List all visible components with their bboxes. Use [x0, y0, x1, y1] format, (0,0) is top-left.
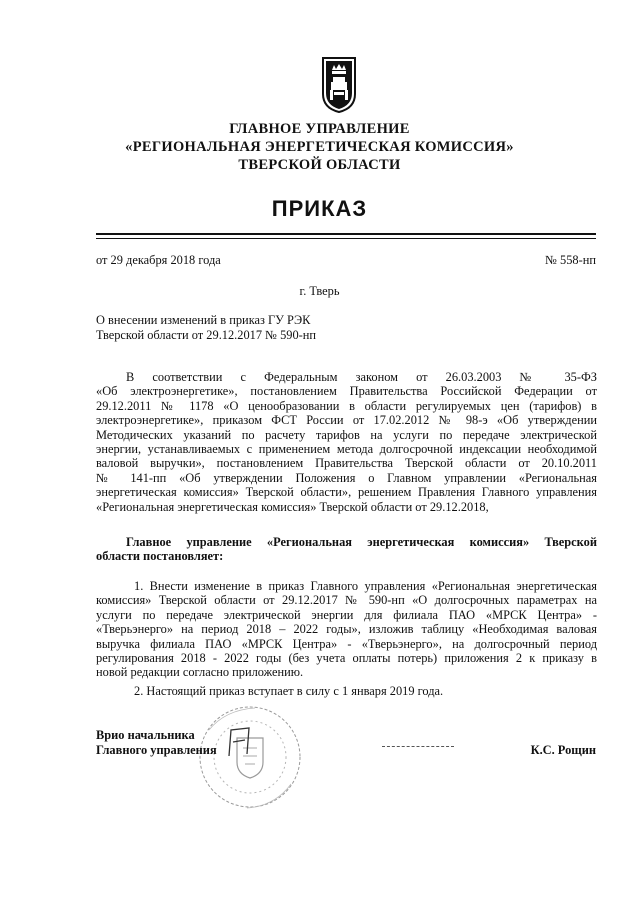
header-divider-thin [96, 238, 596, 239]
preamble-line: 29.12.2011 № 1178 «О ценообразовании в области регулируемых цен (тарифов) в [96, 398, 597, 413]
order-city: г. Тверь [299, 284, 340, 298]
item-2: 2. Настоящий приказ вступает в силу с 1 января 2019 года. [134, 684, 444, 698]
handwritten-signature-icon [225, 724, 255, 760]
item-1-line: новой редакции согласно приложению. [96, 665, 304, 680]
item-1-paragraph [96, 579, 597, 680]
preamble-line: «Региональная энергетическая комиссия» Тверской области от 29.12.2018, [96, 499, 489, 514]
signatory-position-line-2: Главного управления [96, 743, 217, 757]
order-number: № 558-нп [545, 253, 596, 267]
preamble-line: В соответствии с Федеральным законом от 26.03.2003 № 35-ФЗ [126, 370, 597, 384]
signature-line [382, 746, 454, 748]
item-1-line: комиссия» Тверской области от 29.12.2017 № 590-нп «О долгосрочных параметрах на [96, 593, 597, 608]
preamble-line: валовой выручки», постановлением Правительства Тверской области от 20.10.2011 [96, 456, 597, 471]
org-name-line-1: ГЛАВНОЕ УПРАВЛЕНИЕ [229, 121, 410, 137]
org-name-line-2: «РЕГИОНАЛЬНАЯ ЭНЕРГЕТИЧЕСКАЯ КОМИССИЯ» [125, 139, 514, 155]
signatory-name: К.С. Рощин [530, 743, 596, 757]
preamble-line: энергетическая комиссия» Тверской области», решением Правления Главного управления [96, 485, 597, 500]
item-1-line: 1. Внести изменение в приказ Главного управления «Региональная энергетическая [134, 579, 597, 593]
document-type-title: ПРИКАЗ [271, 196, 368, 221]
preamble-paragraph [96, 370, 597, 514]
resolve-line-1: Главное управление «Региональная энергетическая комиссия» Тверской [126, 535, 597, 549]
item-1-line: выручка филиала ПАО «МРСК Центра» - «Тверьэнерго», на долгосрочный период [96, 636, 597, 651]
resolve-line-2: области постановляет: [96, 549, 224, 564]
item-1-line: «Тверьэнерго» на период 2018 – 2022 годы», изложив таблицу «Необходимая валовая [96, 622, 597, 637]
preamble-line: электроэнергетике», приказом ФСТ России от 17.02.2012 № 98-э «Об утверждении [96, 413, 597, 428]
preamble-line: «Об электроэнергетике», постановлением Правительства Российской Федерации от [96, 384, 597, 399]
subject-line-1: О внесении изменений в приказ ГУ РЭК [96, 313, 311, 327]
signatory-position-line-1: Врио начальника [96, 728, 195, 742]
item-1-line: регулирования 2018 - 2022 годы (без учета оплаты потерь) приложения 2 к приказу в [96, 651, 597, 666]
preamble-line: энергии, устанавливаемых с применением метода долгосрочной индексации необходимой [96, 442, 597, 457]
coat-of-arms-icon [321, 56, 357, 114]
item-1-line: услуги по передаче электрической энергии для филиала ПАО «МРСК Центра» - [96, 607, 597, 622]
subject-line-2: Тверской области от 29.12.2017 № 590-нп [96, 328, 317, 342]
org-name-line-3: ТВЕРСКОЙ ОБЛАСТИ [238, 157, 401, 173]
header-divider-thick [96, 233, 596, 235]
preamble-line: № 141-пп «Об утверждении Положения о Главном управлении «Региональная [96, 470, 597, 485]
order-date: от 29 декабря 2018 года [96, 253, 221, 267]
resolve-paragraph [96, 535, 597, 564]
preamble-line: Методических указаний по расчету тарифов на услуги по передаче электрической [96, 427, 597, 442]
